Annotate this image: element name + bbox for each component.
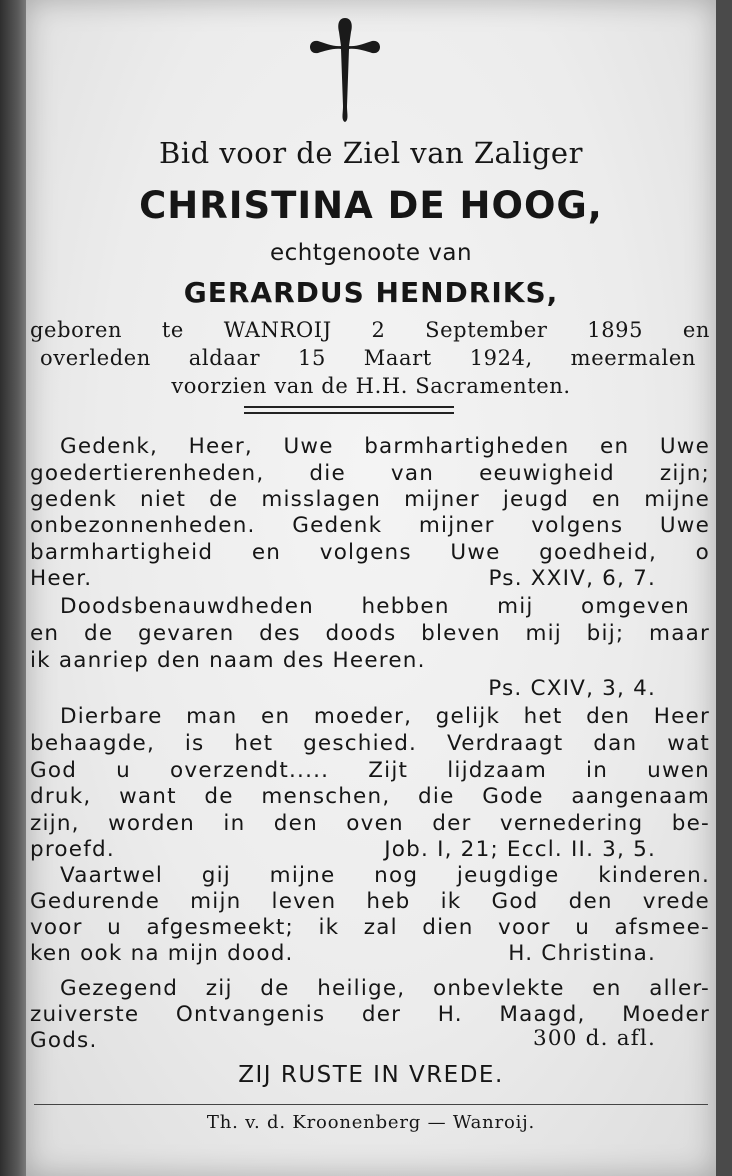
printer-credit: Th. v. d. Kroonenberg — Wanroij. [206, 1112, 536, 1133]
death-line: overleden aldaar 15 Maart 1924, meermalen [40, 346, 696, 370]
memorial-card [26, 0, 716, 1176]
spouse-name: GERARDUS HENDRIKS, [183, 276, 559, 309]
indulgence-last-line: Gods. [30, 1028, 98, 1053]
footer-divider [34, 1104, 708, 1105]
relation-text: echtgenoote van [269, 240, 473, 266]
verse3-line: Dierbare man en moeder, gelijk het den Heer [60, 704, 710, 729]
birth-line: geboren te WANROIJ 2 September 1895 en [30, 318, 710, 342]
verse2-line: Doodsbenauwdheden hebben mij omgeven [60, 594, 690, 619]
verse3-line: druk, want de menschen, die Gode aangenaam [30, 784, 710, 809]
verse3-last-line: proefd. [30, 837, 115, 862]
cross-icon [310, 16, 380, 124]
indulgence-line: Gezegend zij de heilige, onbevlekte en aller- [60, 976, 710, 1001]
divider-bottom [244, 412, 454, 414]
divider-top [244, 406, 454, 408]
deceased-name: CHRISTINA DE HOOG, [139, 184, 603, 227]
verse3-reference: Job. I, 21; Eccl. II. 3, 5. [384, 837, 656, 862]
verse1-line: goedertierenheden, die van eeuwigheid zijn; [30, 461, 710, 486]
verse4-line: Vaartwel gij mijne nog jeugdige kinderen. [60, 863, 710, 888]
closing-line: ZIJ RUSTE IN VREDE. [238, 1062, 504, 1088]
verse2-line: en de gevaren des doods bleven mij bij; maar [30, 621, 710, 646]
verse2-line: ik aanriep den naam des Heeren. [30, 648, 426, 673]
verse3-line: God u overzendt..... Zijt lijdzaam in uwen [30, 758, 710, 783]
verse4-line: voor u afgesmeekt; ik zal dien voor u afsmee- [30, 915, 710, 940]
signature: H. Christina. [508, 941, 656, 966]
verse1-line: barmhartigheid en volgens Uwe goedheid, o [30, 540, 710, 565]
verse4-line: Gedurende mijn leven heb ik God den vrede [30, 889, 710, 914]
verse1-line: Gedenk, Heer, Uwe barmhartigheden en Uwe [60, 434, 710, 459]
verse1-last-line: Heer. [30, 566, 93, 591]
verse1-line: onbezonnenheden. Gedenk mijner volgens Uwe [30, 513, 710, 538]
verse3-line: behaagde, is het geschied. Verdraagt dan wat [30, 731, 710, 756]
indulgence-line: zuiverste Ontvangenis der H. Maagd, Moeder [30, 1002, 710, 1027]
verse2-reference: Ps. CXIV, 3, 4. [488, 676, 656, 701]
sacraments-line: voorzien van de H.H. Sacramenten. [171, 374, 571, 398]
verse1-line: gedenk niet de misslagen mijner jeugd en mijne [30, 487, 710, 512]
verse3-line: zijn, worden in den oven der vernedering be- [30, 811, 710, 836]
verse4-last-line: ken ook na mijn dood. [30, 941, 294, 966]
prayer-heading: Bid voor de Ziel van Zaliger [159, 136, 583, 170]
indulgence-amount: 300 d. afl. [533, 1026, 656, 1051]
verse1-reference: Ps. XXIV, 6, 7. [488, 566, 656, 591]
